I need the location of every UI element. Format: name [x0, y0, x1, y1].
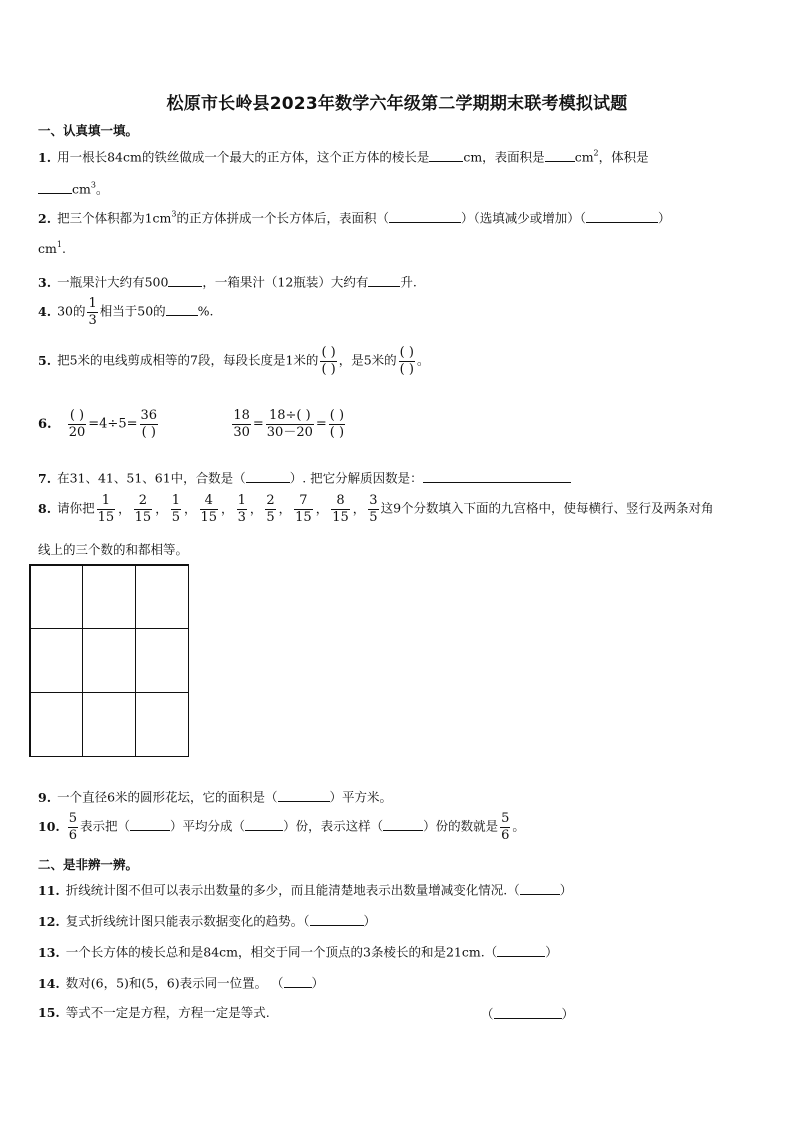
grid-cell[interactable] [135, 628, 189, 693]
answer-blank[interactable] [278, 788, 330, 802]
grid-cell[interactable] [82, 565, 136, 630]
magic-square-grid [29, 564, 189, 757]
answer-blank[interactable] [520, 881, 560, 895]
grid-cell[interactable] [82, 692, 136, 757]
question-9: 9. 一个直径6米的圆形花坛，它的面积是（ ）平方米。 [38, 789, 393, 805]
answer-blank[interactable] [494, 1005, 562, 1019]
question-13: 13. 一个长方体的棱长总和是84cm，相交于同一个顶点的3条棱长的和是21cm.（ ） [38, 944, 558, 960]
fraction-item: $\frac{1}{3}$ [237, 493, 246, 525]
section-heading-judge: 二、是非辨一辨。 [38, 857, 139, 872]
answer-blank[interactable] [284, 974, 312, 988]
answer-blank[interactable] [586, 209, 658, 223]
fraction-item: $\frac{7}{15}$ [295, 493, 312, 525]
answer-blank[interactable] [310, 912, 364, 926]
fraction: $\frac{5}{6}$ [501, 811, 510, 843]
question-8-cont: 线上的三个数的和都相等。 [38, 542, 189, 557]
answer-blank[interactable] [423, 469, 571, 483]
question-15: 15. 等式不一定是方程，方程一定是等式. [38, 1005, 270, 1020]
grid-cell[interactable] [30, 565, 84, 630]
fraction-item: $\frac{8}{15}$ [332, 493, 349, 525]
question-6: 6. $\frac{( )}{20}$ =4÷5= $\frac{36}{( )}$ $\frac{18}{30}$ = $\frac{18\div( )}{30-20}$ = $\frac{( )}{( )}$ [38, 408, 345, 440]
answer-blank[interactable] [383, 817, 423, 831]
fraction: $\frac{18}{30}$ [233, 408, 250, 440]
section-heading-fill: 一、认真填一填。 [38, 123, 139, 138]
fraction-item: $\frac{3}{5}$ [369, 493, 378, 525]
answer-blank[interactable] [246, 469, 290, 483]
question-8: 8. 请你把 $\frac{1}{15}$ ， $\frac{2}{15}$ ， $\frac{1}{5}$ ， $\frac{4}{15}$ ， $\frac{1}{3}$ ， $\frac{2}{5}$ ， $\frac{7}{15}$ ， $\frac{8}{15}$ ， $\frac{3}{5}$ 这9个分数填入下面的九宫格中，使每横行、竖行及两条对角 [38, 493, 714, 525]
fraction-blank[interactable]: $\frac{( )}{( )}$ [321, 345, 336, 377]
fraction-item: $\frac{1}{5}$ [171, 493, 180, 525]
answer-blank[interactable] [497, 943, 545, 957]
grid-cell[interactable] [30, 628, 84, 693]
fraction-item: $\frac{4}{15}$ [200, 493, 218, 525]
fraction-blank[interactable]: $\frac{18\div( )}{30-20}$ [266, 408, 313, 440]
grid-cell[interactable] [135, 565, 189, 630]
fraction-blank[interactable]: $\frac{( )}{( )}$ [329, 408, 345, 440]
answer-blank[interactable] [545, 148, 575, 162]
answer-blank[interactable] [245, 817, 283, 831]
question-7: 7. 在31、41、51、61中，合数是（ ）. 把它分解质因数是： [38, 469, 571, 486]
answer-blank[interactable] [168, 273, 202, 287]
fraction-item: $\frac{2}{5}$ [266, 493, 275, 525]
answer-blank[interactable] [130, 817, 170, 831]
grid-cell[interactable] [30, 692, 84, 757]
fraction-item: $\frac{2}{15}$ [134, 493, 152, 525]
fraction-blank[interactable]: $\frac{36}{( )}$ [140, 408, 158, 440]
fraction: $\frac{1}{3}$ [88, 296, 97, 328]
question-15-answer: （ ） [481, 1006, 575, 1022]
question-14: 14. 数对(6，5)和(5，6)表示同一位置。 （ ） [38, 975, 325, 991]
answer-blank[interactable] [368, 273, 400, 287]
fraction-item: $\frac{1}{15}$ [97, 493, 115, 525]
question-1: 1. 用一根长84cm的铁丝做成一个最大的正方体，这个正方体的棱长是 cm，表面积是 $cm^2$，体积是 [38, 148, 649, 165]
question-2-cont: $cm^1$. [38, 240, 66, 256]
fraction: $\frac{5}{6}$ [68, 811, 78, 843]
question-3: 3. 一瓶果汁大约有500 ，一箱果汁（12瓶装）大约有 升. [38, 274, 417, 290]
answer-blank[interactable] [38, 180, 72, 194]
question-1-cont: $cm^3$。 [38, 180, 108, 197]
question-4: 4. 30的 $\frac{1}{3}$ 相当于50的 %. [38, 296, 214, 328]
fraction-blank[interactable]: $\frac{( )}{( )}$ [399, 345, 414, 377]
answer-blank[interactable] [389, 209, 461, 223]
answer-blank[interactable] [166, 302, 198, 316]
question-10: 10. $\frac{5}{6}$ 表示把（ ）平均分成（ ）份，表示这样（ ）份的数就是 $\frac{5}{6}$ 。 [38, 811, 525, 843]
question-11: 11. 折线统计图不但可以表示出数量的多少，而且能清楚地表示出数量增减变化情况.（ ） [38, 882, 573, 898]
question-12: 12. 复式折线统计图只能表示数据变化的趋势。（ ） [38, 913, 377, 929]
fraction-blank[interactable]: $\frac{( )}{20}$ [68, 408, 86, 440]
answer-blank[interactable] [429, 148, 463, 162]
grid-cell[interactable] [135, 692, 189, 757]
grid-cell[interactable] [82, 628, 136, 693]
page-title: 松原市长岭县2023年数学六年级第二学期期末联考模拟试题 [166, 94, 628, 114]
question-5: 5. 把5米的电线剪成相等的7段，每段长度是1米的 $\frac{( )}{( )}$ ，是5米的 $\frac{( )}{( )}$ 。 [38, 345, 430, 377]
question-2: 2. 把三个体积都为$1cm^3$的正方体拼成一个长方体后，表面积（ ）（选填减少或增加）（ ） [38, 209, 671, 226]
